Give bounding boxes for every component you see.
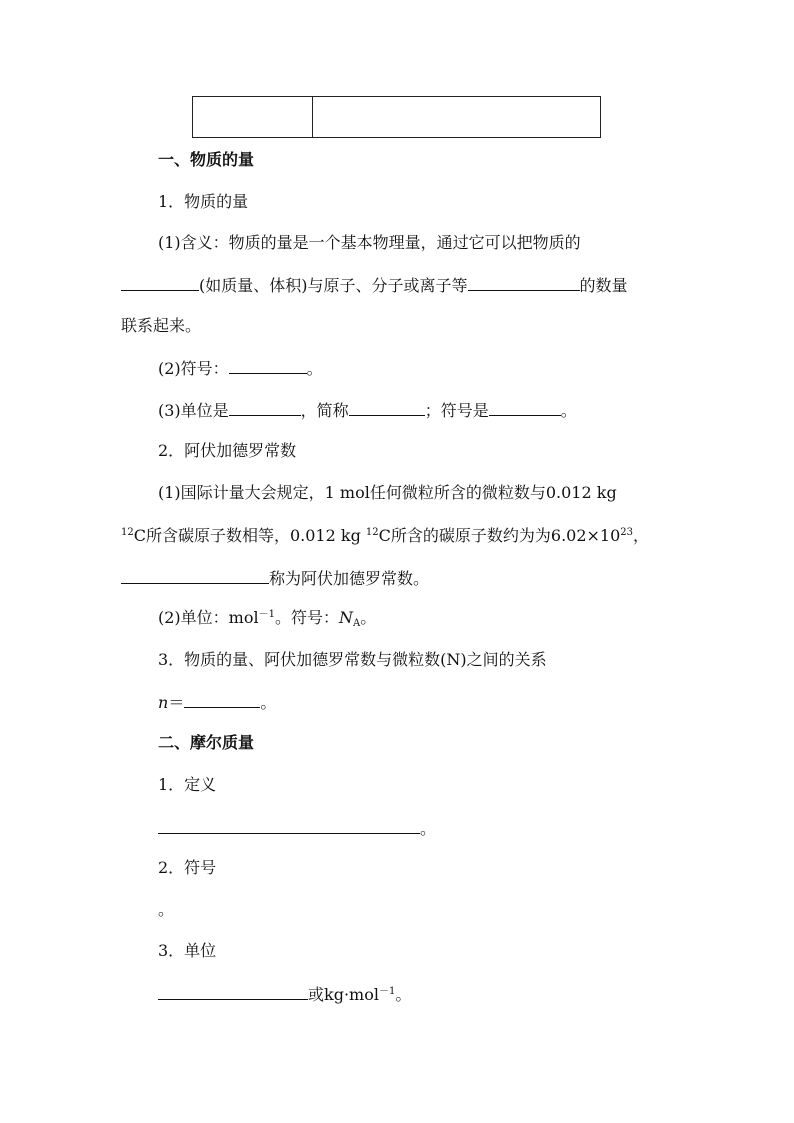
blank-unit-abbr[interactable] [349,400,425,416]
subsection-2-2-title: 2．符号 [158,858,217,877]
subsection-2-1-title: 1．定义 [158,775,217,794]
blank-physical-quantity[interactable] [121,275,199,291]
section-2-title: 二、摩尔质量 [158,733,255,752]
table-cell-left [193,97,313,137]
subsection-1-2-title: 2．阿伏加德罗常数 [158,441,297,460]
symbol-line: (2)符号： 。 [158,359,323,378]
avogadro-rule-line-c: 称为阿伏加德罗常数。 [121,568,429,589]
meaning-line-c: 联系起来。 [121,316,202,335]
subsection-2-3-title: 3．单位 [158,941,217,960]
blank-molar-unit[interactable] [158,984,308,1000]
symbol-answer-line: 。 [158,900,175,919]
meaning-line-a: (1)含义：物质的量是一个基本物理量，通过它可以把物质的 [158,233,581,252]
section-1-title: 一、物质的量 [158,150,255,169]
blank-avogadro-number[interactable] [121,568,269,584]
blank-formula[interactable] [184,692,260,708]
blank-micro-particles[interactable] [468,275,580,291]
subsection-1-3-title: 3．物质的量、阿伏加德罗常数与微粒数(N)之间的关系 [158,650,547,669]
blank-symbol[interactable] [229,358,307,374]
molar-unit-line: 或kg·mol$^{-1}$。 [158,984,411,1005]
blank-unit[interactable] [229,400,301,416]
subsection-1-1-title: 1．物质的量 [158,192,249,211]
table-cell-right [313,97,600,137]
definition-line: 。 [158,818,436,839]
blank-definition[interactable] [158,818,420,834]
avogadro-unit-line: (2)单位：mol$^{-1}$。符号：$N_A$。 [158,608,377,629]
formula-line: n＝ 。 [158,693,277,712]
avogadro-rule-line-a: (1)国际计量大会规定，1 mol任何微粒所含的微粒数与0.012 kg [158,483,617,502]
meaning-line-b: (如质量、体积)与原子、分子或离子等 的数量 [121,275,628,296]
blank-unit-symbol[interactable] [489,400,561,416]
unit-line: (3)单位是 ，简称 ；符号是 。 [158,401,577,420]
header-table [192,96,601,138]
avogadro-rule-line-b: $^{12}$C所含碳原子数相等，0.012 kg $^{12}$C所含的碳原子数约为为$6.02\times 10^{23}$， [121,526,650,545]
